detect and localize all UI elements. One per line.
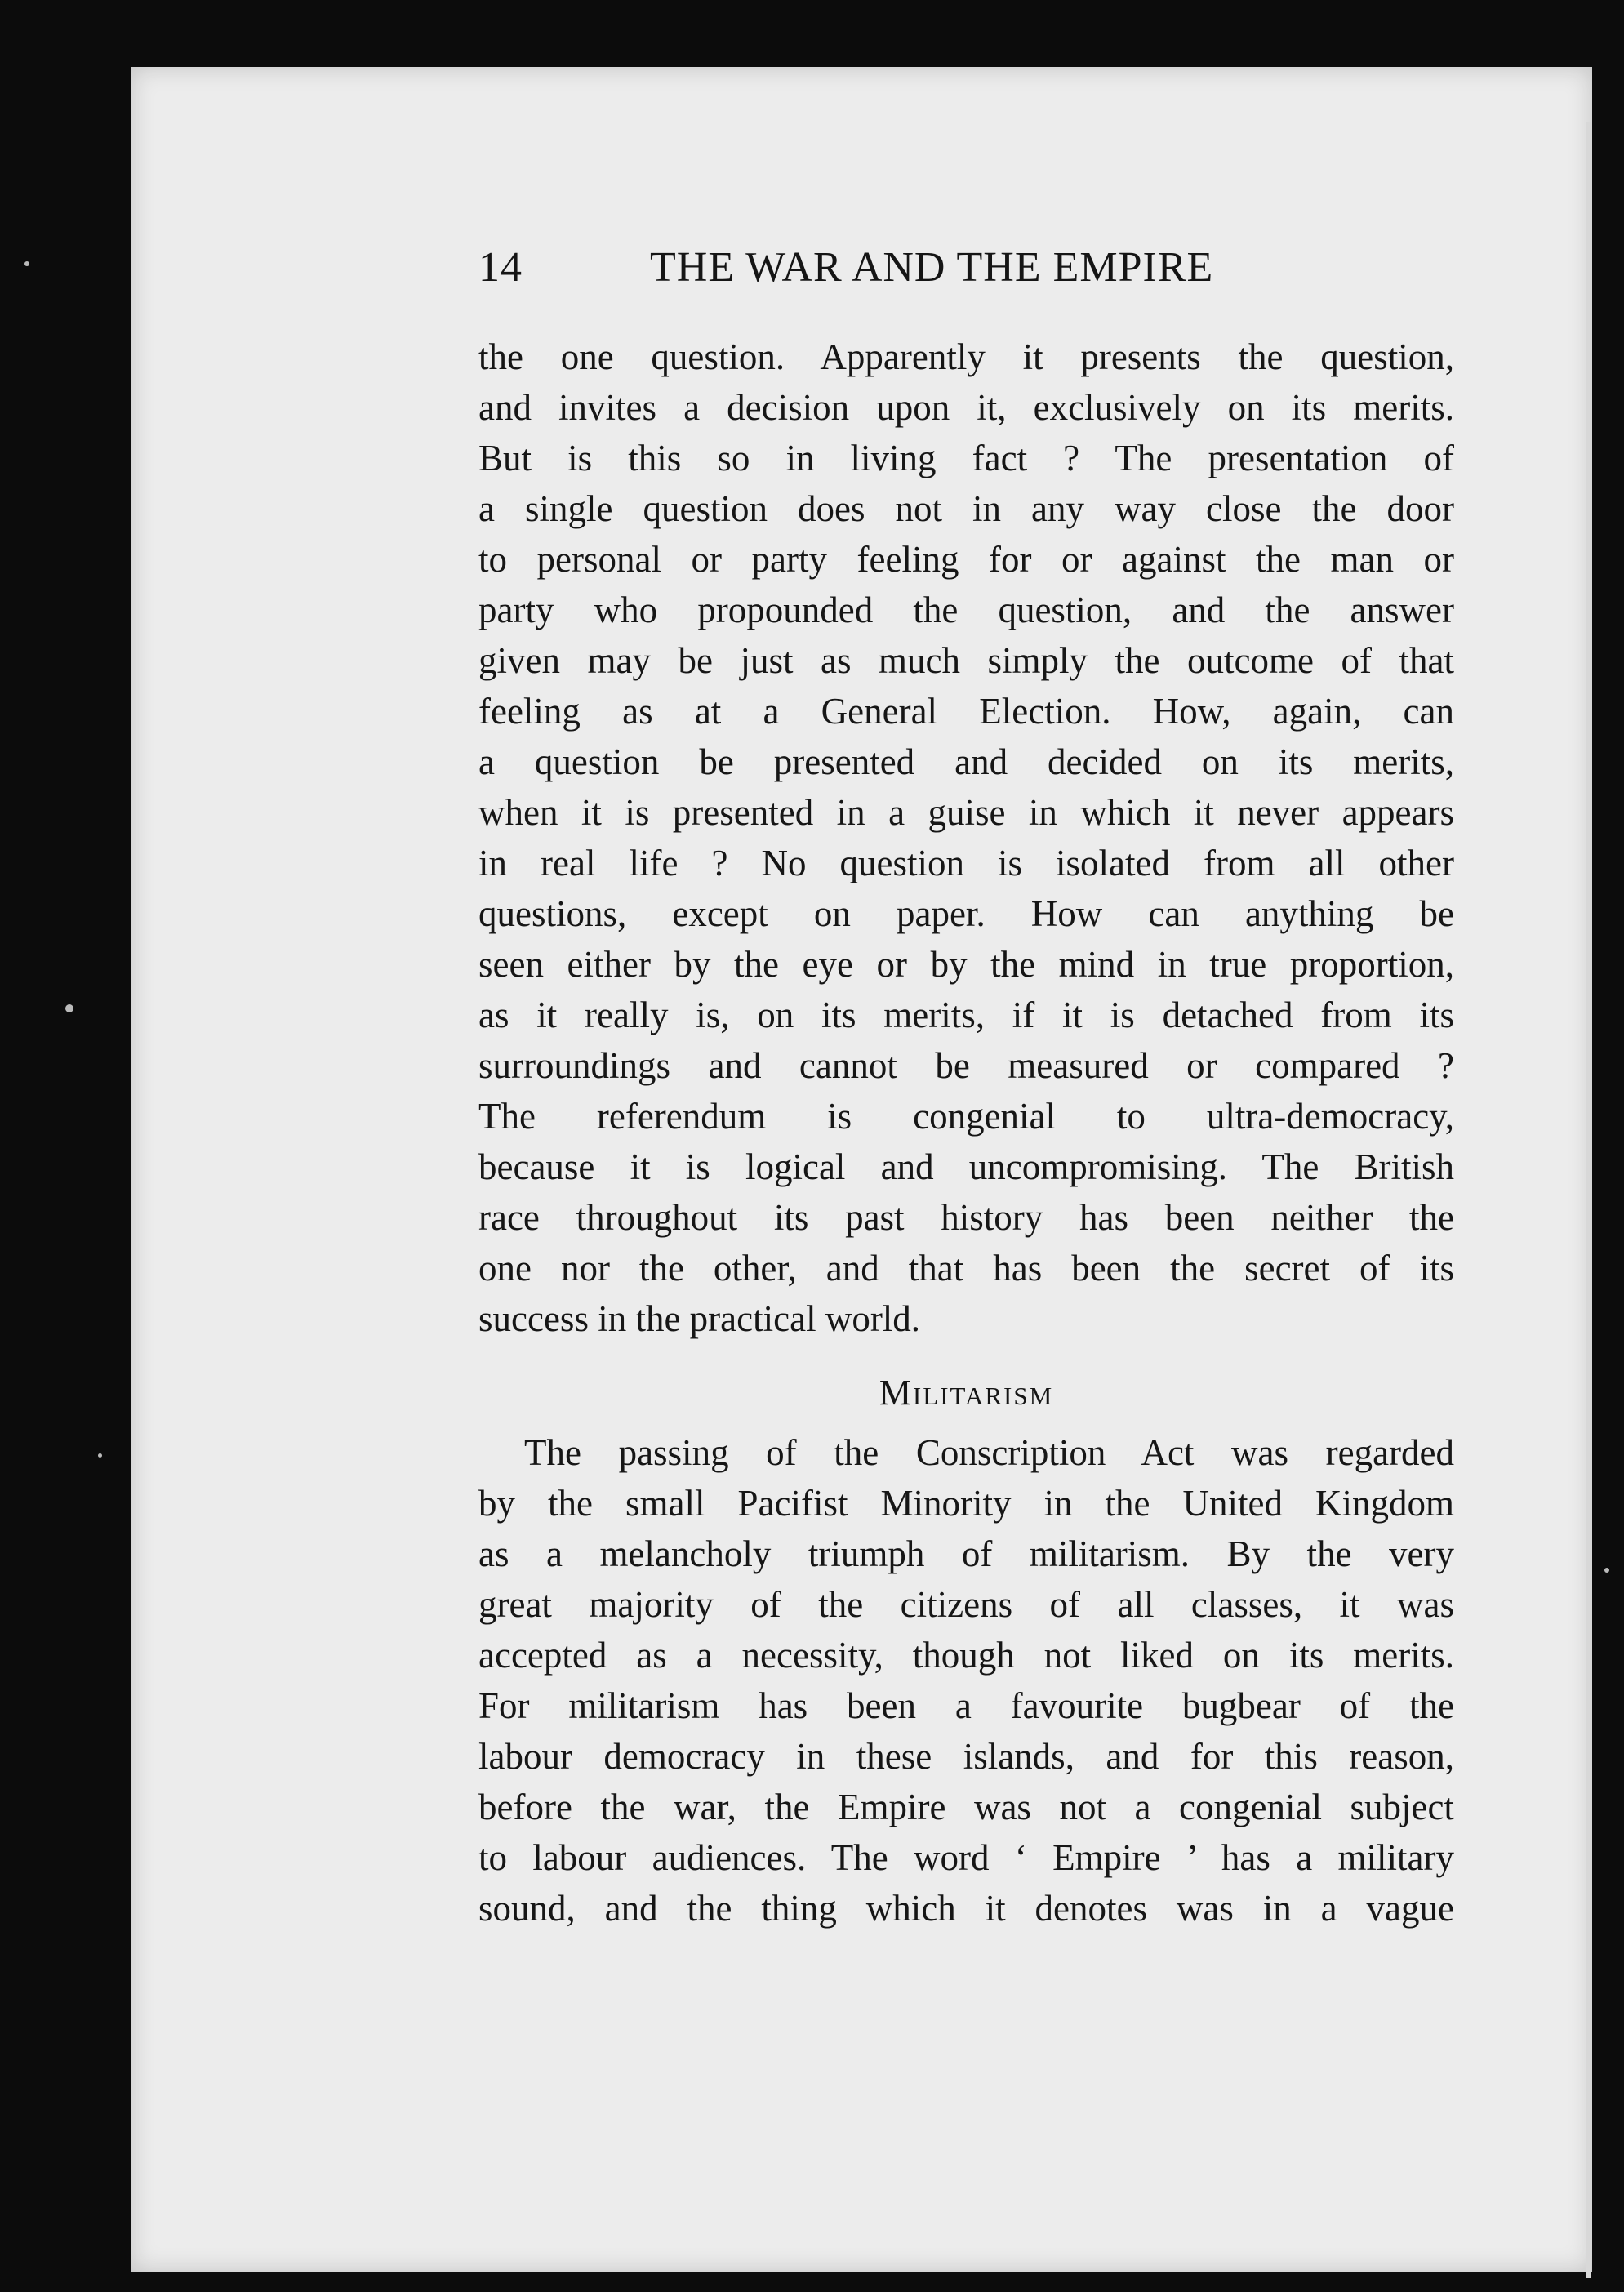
text-line: and invites a decision upon it, exclusively on its merits. (478, 387, 1454, 428)
text-line: as it really is, on its merits, if it is detached from its (478, 995, 1454, 1035)
page-number: 14 (478, 244, 523, 291)
running-title: THE WAR AND THE EMPIRE (650, 244, 1214, 291)
text-line: labour democracy in these islands, and for this reason, (478, 1736, 1454, 1777)
scan-speck (65, 1004, 73, 1012)
text-line: to labour audiences. The word ‘ Empire ’ has a military (478, 1837, 1454, 1878)
text-line: one nor the other, and that has been the secret of its (478, 1248, 1454, 1288)
running-head (478, 243, 1272, 300)
text-line: party who propounded the question, and the answer (478, 590, 1454, 630)
scan-speck (98, 1453, 102, 1458)
text-line: a single question does not in any way close the door (478, 488, 1454, 529)
body-text (478, 332, 1454, 1934)
text-line: The passing of the Conscription Act was regarded (524, 1432, 1454, 1473)
text-line: before the war, the Empire was not a congenial subject (478, 1787, 1454, 1827)
scan-speck (24, 261, 29, 266)
section-heading: Militarism (879, 1373, 1054, 1413)
text-line: For militarism has been a favourite bugbear of the (478, 1685, 1454, 1726)
text-line: a question be presented and decided on its merits, (478, 741, 1454, 782)
text-line: because it is logical and uncompromising. The British (478, 1146, 1454, 1187)
text-line: success in the practical world. (478, 1298, 921, 1339)
text-line: when it is presented in a guise in which it never appears (478, 792, 1454, 833)
text-line: seen either by the eye or by the mind in true proportion, (478, 944, 1454, 985)
text-line: great majority of the citizens of all classes, it was (478, 1584, 1454, 1625)
text-line: given may be just as much simply the outcome of that (478, 640, 1454, 681)
text-line: feeling as at a General Election. How, again, can (478, 691, 1454, 732)
scan-speck (1604, 1568, 1609, 1573)
text-line: But is this so in living fact ? The presentation of (478, 438, 1454, 478)
text-line: by the small Pacifist Minority in the United Kingdom (478, 1483, 1454, 1524)
text-line: race throughout its past history has been neither the (478, 1197, 1454, 1238)
page-edge (1586, 122, 1591, 2278)
text-line: to personal or party feeling for or against the man or (478, 539, 1454, 580)
text-line: The referendum is congenial to ultra-democracy, (478, 1096, 1454, 1137)
text-line: accepted as a necessity, though not liked on its merits. (478, 1635, 1454, 1676)
text-line: sound, and the thing which it denotes was in a vague (478, 1888, 1454, 1929)
text-line: as a melancholy triumph of militarism. By the very (478, 1533, 1454, 1574)
text-line: surroundings and cannot be measured or compared ? (478, 1045, 1454, 1086)
text-line: in real life ? No question is isolated from all other (478, 843, 1454, 883)
text-line: questions, except on paper. How can anything be (478, 893, 1454, 934)
text-line: the one question. Apparently it presents the question, (478, 336, 1454, 377)
